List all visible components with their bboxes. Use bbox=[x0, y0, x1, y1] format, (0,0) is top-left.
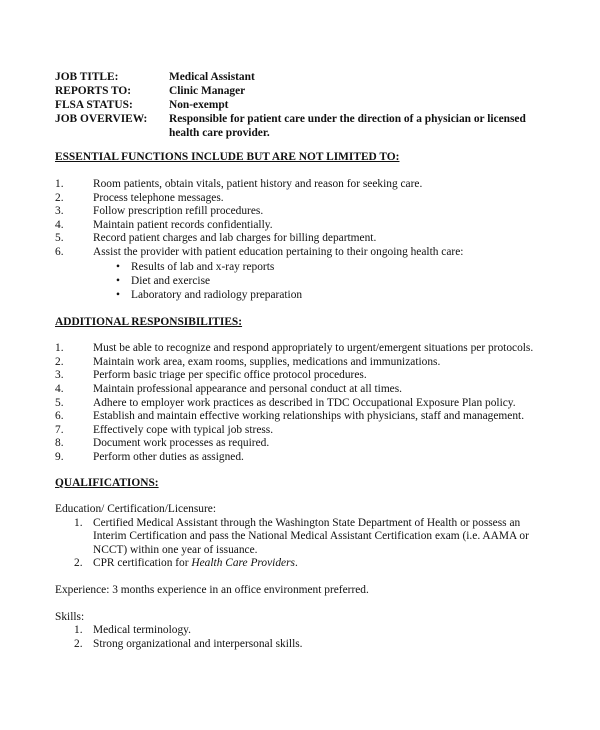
header-label: REPORTS TO: bbox=[55, 85, 132, 97]
bullet-text: Results of lab and x-ray reports bbox=[131, 261, 275, 273]
list-number: 4. bbox=[55, 383, 64, 395]
list-number: 2. bbox=[74, 557, 83, 569]
list-text: Perform basic triage per specific office protocol procedures. bbox=[93, 369, 367, 381]
list-text: Adhere to employer work practices as described in TDC Occupational Exposure Plan policy. bbox=[93, 397, 516, 409]
list-number: 7. bbox=[55, 424, 64, 436]
bullet-text: Laboratory and radiology preparation bbox=[131, 289, 303, 301]
list-text: Document work processes as required. bbox=[93, 437, 270, 449]
header-value: Clinic Manager bbox=[169, 85, 246, 97]
header-value: Non-exempt bbox=[169, 99, 229, 111]
list-number: 1. bbox=[55, 178, 64, 190]
list-text: Maintain patient records confidentially. bbox=[93, 219, 273, 231]
list-number: 5. bbox=[55, 397, 64, 409]
additional-responsibilities-heading: ADDITIONAL RESPONSIBILITIES: bbox=[55, 316, 243, 328]
list-text: Certified Medical Assistant through the Washington State Department of Health or possess an bbox=[93, 517, 521, 529]
experience-text: Experience: 3 months experience in an office environment preferred. bbox=[55, 584, 369, 596]
header-label: FLSA STATUS: bbox=[55, 99, 133, 111]
list-number: 5. bbox=[55, 232, 64, 244]
header-value: Medical Assistant bbox=[169, 71, 255, 83]
list-number: 3. bbox=[55, 205, 64, 217]
bullet-text: Diet and exercise bbox=[131, 275, 211, 287]
cpr-prefix: CPR certification for bbox=[93, 557, 192, 569]
header-value: Responsible for patient care under the direction of a physician or licensed health care provider. bbox=[169, 113, 526, 139]
header-label: JOB TITLE: bbox=[55, 71, 119, 83]
cpr-suffix: . bbox=[294, 557, 298, 569]
list-number: 4. bbox=[55, 219, 64, 231]
bullet: • bbox=[116, 289, 120, 301]
list-text: Maintain professional appearance and personal conduct at all times. bbox=[93, 383, 403, 395]
list-text: Assist the provider with patient education pertaining to their ongoing health care: bbox=[93, 246, 464, 258]
list-number: 8. bbox=[55, 437, 64, 449]
list-text: Record patient charges and lab charges for billing department. bbox=[93, 232, 377, 244]
essential-functions-heading: ESSENTIAL FUNCTIONS INCLUDE BUT ARE NOT LIMITED TO: bbox=[55, 151, 400, 163]
skills-label: Skills: bbox=[55, 611, 85, 623]
list-number: 1. bbox=[55, 342, 64, 354]
list-text: Maintain work area, exam rooms, supplies, medications and immunizations. bbox=[93, 356, 441, 368]
list-text: Strong organizational and interpersonal skills. bbox=[93, 638, 303, 650]
list-number: 9. bbox=[55, 451, 64, 463]
list-text-continued: Interim Certification and pass the National Medical Assistant Certification exam (i.e. AAMA or bbox=[93, 530, 529, 542]
list-text: Medical terminology. bbox=[93, 624, 191, 636]
list-number: 3. bbox=[55, 369, 64, 381]
list-text: Perform other duties as assigned. bbox=[93, 451, 244, 463]
list-number: 2. bbox=[74, 638, 83, 650]
education-label: Education/ Certification/Licensure: bbox=[55, 503, 216, 515]
list-number: 6. bbox=[55, 246, 64, 258]
list-number: 6. bbox=[55, 410, 64, 422]
list-number: 2. bbox=[55, 356, 64, 368]
list-text: Effectively cope with typical job stress. bbox=[93, 424, 274, 436]
list-text: Establish and maintain effective working relationships with physicians, staff and management. bbox=[93, 410, 525, 422]
bullet: • bbox=[116, 261, 120, 273]
list-number: 1. bbox=[74, 624, 83, 636]
list-text bbox=[93, 557, 298, 569]
list-text: Room patients, obtain vitals, patient history and reason for seeking care. bbox=[93, 178, 423, 190]
bullet: • bbox=[116, 275, 120, 287]
list-text: Process telephone messages. bbox=[93, 192, 224, 204]
list-number: 1. bbox=[74, 517, 83, 529]
list-text-continued: NCCT) within one year of issuance. bbox=[93, 544, 258, 556]
header-label: JOB OVERVIEW: bbox=[55, 113, 148, 125]
list-text: Follow prescription refill procedures. bbox=[93, 205, 264, 217]
list-number: 2. bbox=[55, 192, 64, 204]
list-text: Must be able to recognize and respond appropriately to urgent/emergent situations per protocols. bbox=[93, 342, 534, 354]
cpr-italic: Health Care Providers bbox=[191, 557, 295, 569]
qualifications-heading: QUALIFICATIONS: bbox=[55, 477, 159, 489]
